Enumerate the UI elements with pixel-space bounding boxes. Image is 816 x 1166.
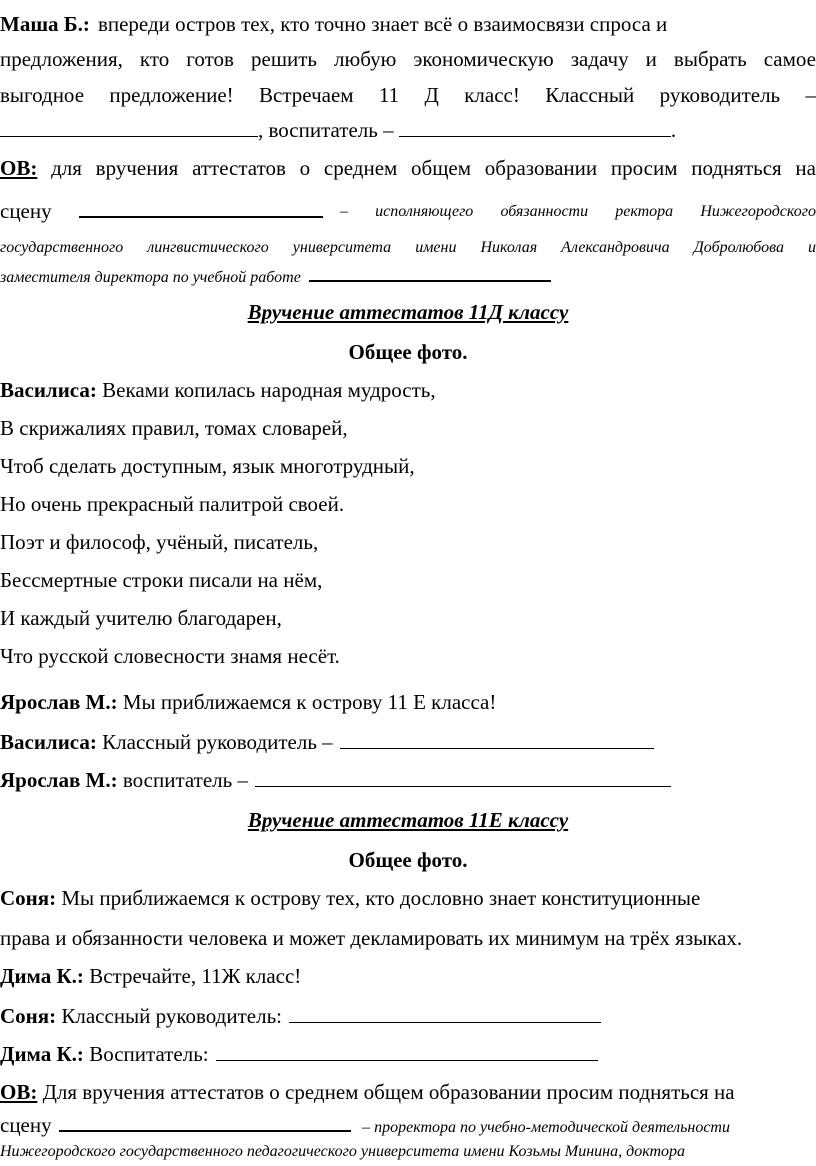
section-heading-11e: Вручение аттестатов 11Е классу — [247, 808, 569, 832]
text-fragment: Мы приближаемся к острову тех, кто дословно знает конституционные — [56, 886, 701, 910]
speaker-label: Ярослав М.: — [0, 768, 118, 792]
paragraph-ov2-line-3: Нижегородского государственного педагогического университета имени Козьмы Минина, доктора — [0, 1143, 686, 1160]
paragraph-masha-line-1 — [0, 12, 816, 36]
paragraph-masha-line-3: выгодное предложение! Встречаем 11 Д класс! Классный руководитель – — [0, 83, 816, 107]
poem-line: И каждый учителю благодарен, — [0, 606, 282, 630]
text-fragment: сцену — [0, 199, 52, 223]
poem-line: В скрижалиях правил, томах словарей, — [0, 416, 348, 440]
blank-educator — [216, 1042, 598, 1061]
paragraph-ov-line-2 — [0, 198, 816, 223]
speaker-label: Ярослав М.: — [0, 690, 118, 714]
paragraph-sonya-3 — [0, 1004, 816, 1028]
speaker-label: Василиса: — [0, 378, 97, 402]
poem-line: Бессмертные строки писали на нём, — [0, 568, 323, 592]
text-fragment: Встречайте, 11Ж класс! — [83, 964, 302, 988]
speaker-label: Василиса: — [0, 730, 97, 754]
speaker-label: Дима К.: — [0, 964, 84, 988]
blank-class-teacher — [340, 730, 654, 749]
speaker-label: Соня: — [0, 886, 57, 910]
text-fragment: Воспитатель: — [83, 1042, 209, 1066]
paragraph-ov2-line-2 — [0, 1112, 816, 1140]
speaker-label: Соня: — [0, 1004, 57, 1028]
text-fragment: Классный руководитель – — [96, 730, 333, 754]
blank-educator — [399, 118, 671, 137]
poem-line-1 — [0, 378, 816, 402]
blank-vice-rector — [59, 1112, 351, 1132]
speaker-label: Дима К.: — [0, 1042, 84, 1066]
poem-line: Что русской словесности знамя несёт. — [0, 644, 340, 668]
poem-line: Поэт и философ, учёный, писатель, — [0, 530, 319, 554]
speaker-label: ОВ: — [0, 1080, 38, 1104]
speaker-label: ОВ: — [0, 156, 38, 180]
text-fragment: для вручения аттестатов о среднем общем образовании просим подняться на — [37, 156, 816, 180]
text-fragment: . — [670, 118, 677, 142]
blank-class-teacher — [0, 118, 258, 137]
section-heading-11d: Вручение аттестатов 11Д классу — [247, 300, 569, 324]
blank-educator — [255, 768, 671, 787]
general-photo-label: Общее фото. — [348, 340, 468, 364]
paragraph-ov-line-1 — [0, 156, 816, 180]
text-fragment: воспитатель – — [117, 768, 248, 792]
paragraph-sonya-1 — [0, 886, 816, 910]
paragraph-masha-line-4 — [0, 118, 816, 142]
paragraph-dima-1 — [0, 964, 816, 988]
text-fragment: Классный руководитель: — [56, 1004, 282, 1028]
paragraph-masha-line-2: предложения, кто готов решить любую экономическую задачу и выбрать самое — [0, 47, 816, 71]
blank-official — [79, 198, 323, 218]
text-fragment: сцену — [0, 1113, 52, 1137]
paragraph-yaroslav-1 — [0, 690, 816, 714]
text-fragment: Мы приближаемся к острову 11 Е класса! — [117, 690, 497, 714]
text-fragment: , воспитатель – — [258, 118, 394, 142]
paragraph-ov-line-3: государственного лингвистического университета имени Николая Александровича Добролюбова и — [0, 239, 816, 256]
paragraph-sonya-2: права и обязанности человека и может декламировать их минимум на трёх языках. — [0, 926, 743, 950]
paragraph-dima-2 — [0, 1042, 816, 1066]
poem-line: Но очень прекрасный палитрой своей. — [0, 492, 345, 516]
text-fragment: Веками копилась народная мудрость, — [96, 378, 436, 402]
text-fragment: впереди остров тех, кто точно знает всё о взаимосвязи спроса и — [97, 12, 668, 36]
text-fragment: Для вручения аттестатов о среднем общем образовании просим подняться на — [37, 1080, 735, 1104]
general-photo-label: Общее фото. — [348, 848, 468, 872]
blank-class-teacher — [289, 1004, 601, 1023]
poem-line: Чтоб сделать доступным, язык многотрудный, — [0, 454, 415, 478]
speaker-label: Маша Б.: — [0, 12, 90, 36]
paragraph-vasilisa-2 — [0, 730, 816, 754]
paragraph-ov-line-4 — [0, 266, 816, 290]
paragraph-ov2-line-1 — [0, 1080, 816, 1104]
text-fragment: заместителя директора по учебной работе — [0, 269, 301, 286]
paragraph-yaroslav-2 — [0, 768, 816, 792]
text-fragment: – исполняющего обязанности ректора Нижегородского — [340, 203, 816, 220]
blank-deputy-director — [309, 266, 551, 282]
text-fragment: – проректора по учебно-методической деятельности — [362, 1119, 730, 1136]
